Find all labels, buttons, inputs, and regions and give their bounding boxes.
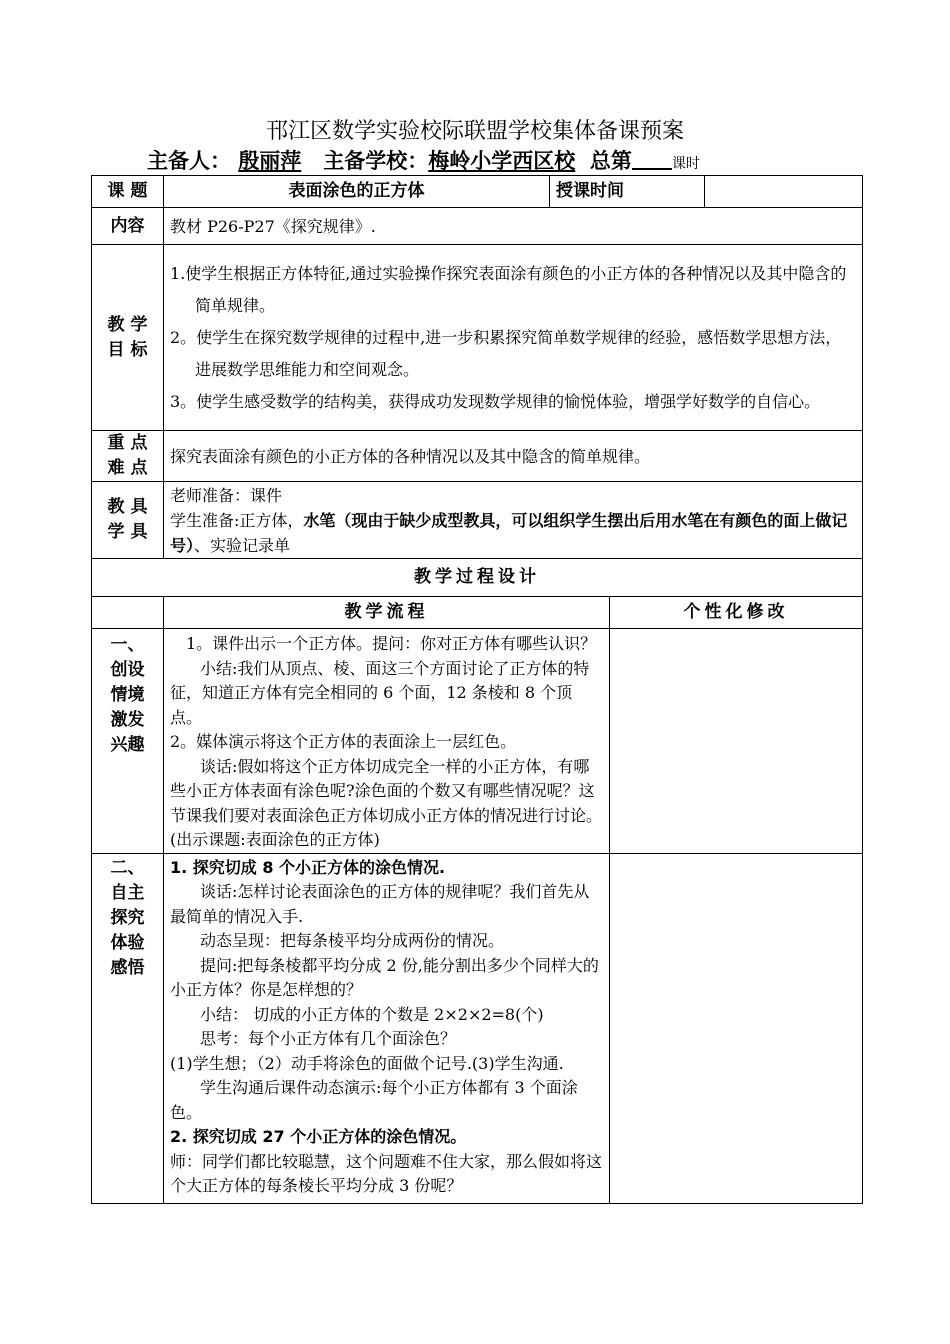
content-label: 内容: [92, 208, 164, 245]
goals-row: [92, 245, 863, 431]
section2-line: 小结： 切成的小正方体的个数是 2×2×2=8(个): [200, 1004, 544, 1024]
flow-header-empty: [92, 597, 164, 629]
section2-heading-2: 2. 探究切成 27 个小正方体的涂色情况。: [170, 1127, 467, 1146]
total-label: 总第: [589, 149, 632, 173]
section2-line: 谈话:怎样讨论表面涂色的正方体的规律呢？我们首先从最简单的情况入手.: [170, 882, 590, 926]
keypoints-label-line-2: 难 点: [107, 458, 148, 478]
preparer-label: 主备人：: [147, 149, 231, 173]
section1-personal: [610, 629, 863, 854]
school-name: 梅岭小学西区校: [428, 149, 576, 173]
section1-label-line: 创设: [110, 660, 145, 680]
flow-header: 教学流程: [164, 597, 610, 629]
section1-content: [164, 629, 610, 854]
document-title: 邗江区数学实验校际联盟学校集体备课预案: [265, 119, 684, 144]
goal-item: 3。使学生感受数学的结构美，获得成功发现数学规律的愉悦体验，增强学好数学的自信心。: [170, 391, 821, 411]
keypoints-label-line-1: 重 点: [107, 433, 148, 453]
section2-row: [92, 853, 863, 1203]
preparer-name: 殷丽萍: [238, 149, 302, 173]
section1-line: 谈话:假如将这个正方体切成完全一样的小正方体，有哪些小正方体表面有涂色呢?涂色面的个数又有哪些情况呢？这节课我们要对表面涂色正方体切成小正方体的情况进行讨论。(出示课题:表面涂色的正方体): [170, 756, 603, 849]
goals-content: [164, 245, 863, 431]
section2-label: [92, 853, 164, 1203]
tools-label: [92, 482, 164, 559]
section2-heading-1: 1. 探究切成 8 个小正方体的涂色情况.: [170, 857, 446, 877]
topic-row: [92, 176, 863, 208]
design-header-row: [92, 559, 863, 597]
keypoints-value: 探究表面涂有颜色的小正方体的各种情况以及其中隐含的简单规律。: [164, 431, 863, 482]
section2-label-line: 感悟: [110, 957, 145, 978]
section2-line: (1)学生想；（2）动手将涂色的面做个记号.(3)学生沟通.: [170, 1053, 564, 1073]
tools-student: [170, 508, 856, 558]
time-value: [705, 176, 863, 208]
period-unit: 课时: [671, 156, 700, 172]
section2-content: [164, 853, 610, 1203]
goals-label-line-2: 目 标: [107, 339, 148, 360]
section1-line: 2。媒体演示将这个正方体的表面涂上一层红色。: [170, 732, 517, 751]
keypoints-label: [92, 431, 164, 482]
section1-line: 1。课件出示一个正方体。提问：你对正方体有哪些认识？: [186, 634, 597, 653]
time-label: 授课时间: [550, 176, 705, 208]
section2-line: 思考：每个小正方体有几个面涂色？: [200, 1029, 457, 1048]
tools-student-bold: 水笔（现由于缺少成型教具，可以组织学生摆出后用水笔在有颜色的面上做记号）: [170, 510, 848, 555]
section2-line: 学生沟通后课件动态演示:每个小正方体都有 3 个面涂色。: [170, 1078, 578, 1122]
section2-personal: [610, 853, 863, 1203]
tools-label-line-1: 教 具: [107, 497, 148, 517]
section1-row: [92, 629, 863, 854]
section2-label-line: 探究: [110, 907, 145, 928]
section1-label-line: 一、: [110, 635, 145, 655]
content-row: [92, 208, 863, 245]
lesson-plan-table: [91, 175, 863, 1204]
flow-header-row: [92, 597, 863, 629]
tools-row: [92, 482, 863, 559]
section2-line: 提问:把每条棱都平均分成 2 份,能分割出多少个同样大的小正方体？你是怎样想的？: [170, 955, 599, 999]
design-header: 教学过程设计: [92, 559, 863, 597]
section2-tail: 师：同学们都比较聪慧，这个问题难不住大家，那么假如将这个大正方体的每条棱长平均分成 3 份呢？: [170, 1151, 603, 1195]
section2-label-line: 自主: [110, 882, 145, 903]
period-number-blank: [632, 148, 672, 170]
topic-value: 表面涂色的正方体: [164, 176, 550, 208]
school-label: 主备学校：: [323, 149, 429, 173]
section1-line: 小结:我们从顶点、棱、面这三个方面讨论了正方体的特征，知道正方体有完全相同的 6 个面，12 条棱和 8 个顶点。: [170, 658, 590, 727]
section1-label-line: 情境: [110, 685, 145, 705]
tools-content: [164, 482, 863, 559]
section1-label-line: 激发: [110, 710, 145, 730]
tools-student-prefix: 学生准备:正方体，: [170, 510, 304, 530]
topic-label: 课 题: [92, 176, 164, 208]
section2-label-line: 二、: [110, 857, 145, 878]
goal-item: 1.使学生根据正方体特征,通过实验操作探究表面涂有颜色的小正方体的各种情况以及其中隐含的简单规律。: [170, 263, 847, 315]
content-value: 教材 P26-P27《探究规律》.: [164, 208, 863, 245]
tools-label-line-2: 学 具: [107, 522, 148, 542]
keypoints-row: [92, 431, 863, 482]
tools-student-suffix: 、实验记录单: [194, 535, 291, 555]
goals-label-line-1: 教 学: [107, 314, 148, 335]
goals-label: [92, 245, 164, 431]
personal-header: 个性化修改: [610, 597, 863, 629]
section1-label-line: 兴趣: [110, 735, 145, 755]
section2-line: 动态呈现：把每条棱平均分成两份的情况。: [200, 931, 505, 950]
section2-label-line: 体验: [110, 932, 145, 953]
goal-item: 2。使学生在探究数学规律的过程中,进一步积累探究简单数学规律的经验，感悟数学思想方法，进展数学思维能力和空间观念。: [170, 327, 842, 379]
section1-label: [92, 629, 164, 854]
tools-teacher: 老师准备：课件: [170, 485, 283, 505]
